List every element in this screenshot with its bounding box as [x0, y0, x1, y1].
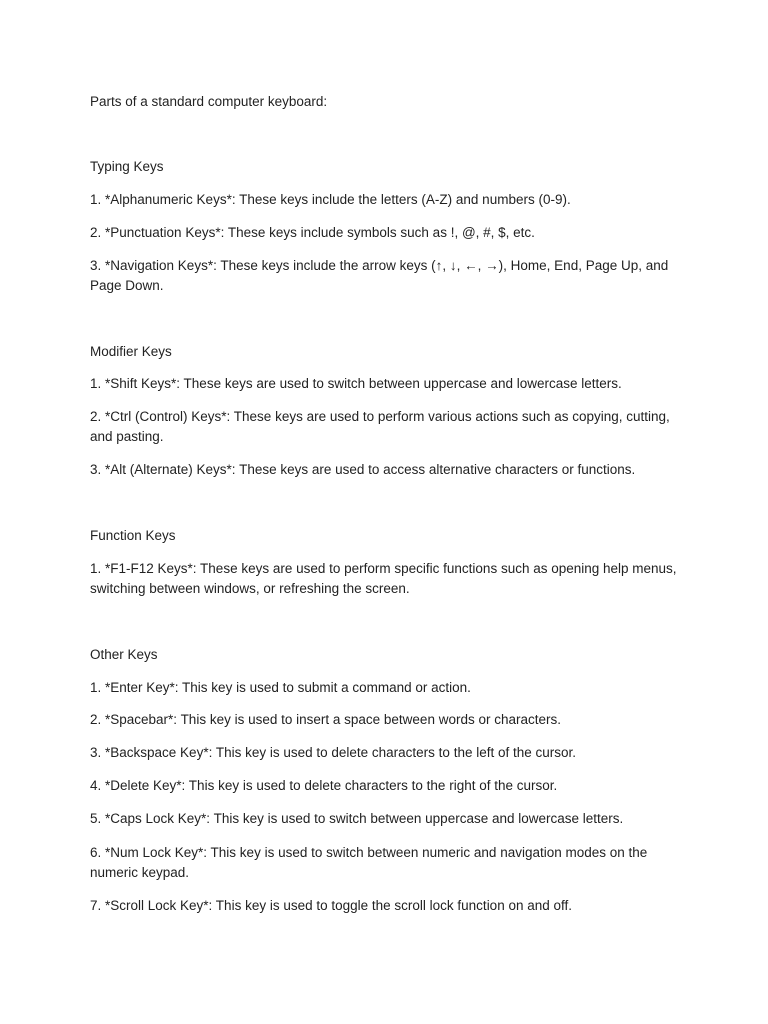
- list-item: 2. *Spacebar*: This key is used to insert a space between words or characters.: [90, 712, 561, 727]
- list-item: 6. *Num Lock Key*: This key is used to switch between numeric and navigation modes on the numeric keypad.: [90, 845, 648, 880]
- list-item: 4. *Delete Key*: This key is used to delete characters to the right of the cursor.: [90, 778, 558, 793]
- list-item: 1. *Shift Keys*: These keys are used to switch between uppercase and lowercase letters.: [90, 376, 622, 391]
- list-item: 3. *Backspace Key*: This key is used to delete characters to the left of the cursor.: [90, 745, 577, 760]
- list-item: 3. *Navigation Keys*: These keys include the arrow keys (↑, ↓, ←, →), Home, End, Page Up, and Page Down.: [90, 258, 669, 293]
- section-heading-typing-keys: Typing Keys: [90, 159, 164, 174]
- section-heading-other-keys: Other Keys: [90, 647, 158, 662]
- section-heading-modifier-keys: Modifier Keys: [90, 344, 172, 359]
- list-item: 1. *F1-F12 Keys*: These keys are used to perform specific functions such as opening help menus, switching between windows, or refreshing the screen.: [90, 561, 677, 596]
- list-item: 2. *Punctuation Keys*: These keys include symbols such as !, @, #, $, etc.: [90, 225, 535, 240]
- section-heading-function-keys: Function Keys: [90, 528, 176, 543]
- list-item: 1. *Alphanumeric Keys*: These keys include the letters (A-Z) and numbers (0-9).: [90, 192, 571, 207]
- list-item: 5. *Caps Lock Key*: This key is used to switch between uppercase and lowercase letters.: [90, 811, 624, 826]
- list-item: 1. *Enter Key*: This key is used to submit a command or action.: [90, 680, 471, 695]
- list-item: 3. *Alt (Alternate) Keys*: These keys are used to access alternative characters or functions.: [90, 462, 636, 477]
- list-item: 2. *Ctrl (Control) Keys*: These keys are used to perform various actions such as copying, cutting, and pasting.: [90, 409, 670, 444]
- list-item: 7. *Scroll Lock Key*: This key is used to toggle the scroll lock function on and off.: [90, 898, 573, 913]
- document-title: Parts of a standard computer keyboard:: [90, 94, 328, 109]
